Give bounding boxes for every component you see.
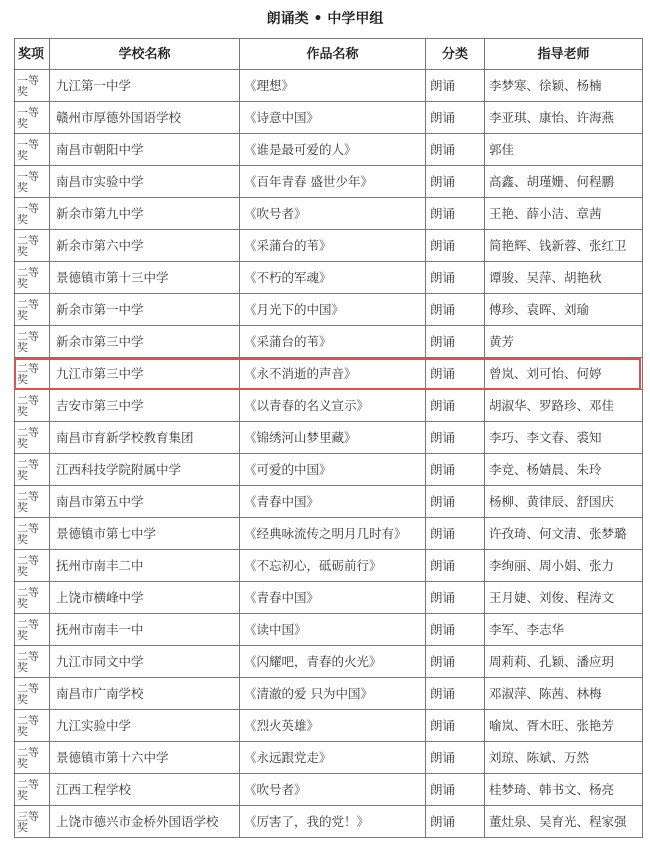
work-cell: 《理想》 [240,70,426,102]
table-row [15,646,643,678]
category-cell: 朗诵 [426,774,485,806]
award-cell: 二等奖 [15,262,50,294]
work-cell: 《经典咏流传之明月几时有》 [240,518,426,550]
column-header-category: 分类 [426,39,485,70]
teachers-cell: 傅珍、袁晖、刘瑜 [485,294,643,326]
school-cell: 南昌市朝阳中学 [50,134,240,166]
table-row [15,710,643,742]
table-row [15,454,643,486]
table-row [15,806,643,838]
work-cell: 《不忘初心，砥砺前行》 [240,550,426,582]
category-cell: 朗诵 [426,358,485,390]
table-row [15,230,643,262]
teachers-cell: 许孜琦、何文清、张梦璐 [485,518,643,550]
teachers-cell: 李军、李志华 [485,614,643,646]
teachers-cell: 谭骏、吴萍、胡艳秋 [485,262,643,294]
school-cell: 南昌市第五中学 [50,486,240,518]
page-title: 朗诵类 • 中学甲组 [266,11,384,27]
award-cell: 二等奖 [15,422,50,454]
table-row [15,70,643,102]
category-cell: 朗诵 [426,230,485,262]
table-row [15,518,643,550]
work-cell: 《吹号者》 [240,198,426,230]
school-cell: 南昌市实验中学 [50,166,240,198]
work-cell: 《闪耀吧，青春的火光》 [240,646,426,678]
table-row [15,486,643,518]
school-cell: 九江市第三中学 [50,358,240,390]
table-row [15,422,643,454]
category-cell: 朗诵 [426,614,485,646]
award-cell: 二等奖 [15,646,50,678]
school-cell: 九江实验中学 [50,710,240,742]
teachers-cell: 王艳、薛小洁、章茜 [485,198,643,230]
category-cell: 朗诵 [426,710,485,742]
column-header-teachers: 指导老师 [485,39,643,70]
award-cell: 二等奖 [15,582,50,614]
table-row [15,582,643,614]
award-cell: 二等奖 [15,742,50,774]
category-cell: 朗诵 [426,166,485,198]
table-row [15,678,643,710]
teachers-cell: 周莉莉、孔颖、潘应玥 [485,646,643,678]
award-cell: 二等奖 [15,230,50,262]
teachers-cell: 曾岚、刘可怡、何婷 [485,358,643,390]
work-cell: 《月光下的中国》 [240,294,426,326]
teachers-cell: 桂梦琦、韩书文、杨亮 [485,774,643,806]
award-cell: 一等奖 [15,198,50,230]
award-cell: 一等奖 [15,70,50,102]
category-cell: 朗诵 [426,390,485,422]
category-cell: 朗诵 [426,134,485,166]
school-cell: 景德镇市第十六中学 [50,742,240,774]
teachers-cell: 李绚丽、周小娟、张力 [485,550,643,582]
award-cell: 二等奖 [15,326,50,358]
work-cell: 《锦绣河山梦里藏》 [240,422,426,454]
award-cell: 三等奖 [15,806,50,838]
school-cell: 吉安市第三中学 [50,390,240,422]
table-row [15,550,643,582]
column-header-award: 奖项 [15,39,50,70]
award-cell: 二等奖 [15,358,50,390]
category-cell: 朗诵 [426,582,485,614]
teachers-cell: 高鑫、胡瑾姗、何程鹏 [485,166,643,198]
work-cell: 《采蒲台的苇》 [240,326,426,358]
teachers-cell: 胡淑华、罗路珍、邓佳 [485,390,643,422]
category-cell: 朗诵 [426,422,485,454]
work-cell: 《不朽的军魂》 [240,262,426,294]
teachers-cell: 李竞、杨婧晨、朱玲 [485,454,643,486]
work-cell: 《清澈的爱 只为中国》 [240,678,426,710]
teachers-cell: 简艳辉、钱新蓉、张红卫 [485,230,643,262]
table-row [15,262,643,294]
school-cell: 南昌市育新学校教育集团 [50,422,240,454]
table-row [15,294,643,326]
category-cell: 朗诵 [426,646,485,678]
school-cell: 江西科技学院附属中学 [50,454,240,486]
award-cell: 二等奖 [15,294,50,326]
work-cell: 《厉害了，我的党！》 [240,806,426,838]
teachers-cell: 刘琼、陈斌、万然 [485,742,643,774]
school-cell: 新余市第六中学 [50,230,240,262]
teachers-cell: 郭佳 [485,134,643,166]
teachers-cell: 李梦寒、徐颖、杨楠 [485,70,643,102]
school-cell: 新余市第三中学 [50,326,240,358]
award-cell: 二等奖 [15,678,50,710]
work-cell: 《读中国》 [240,614,426,646]
category-cell: 朗诵 [426,102,485,134]
award-cell: 一等奖 [15,102,50,134]
teachers-cell: 李巧、李文春、裘知 [485,422,643,454]
awards-table [14,38,643,838]
category-cell: 朗诵 [426,198,485,230]
table-row [15,198,643,230]
award-cell: 二等奖 [15,518,50,550]
award-cell: 二等奖 [15,614,50,646]
teachers-cell: 邓淑萍、陈茜、林梅 [485,678,643,710]
category-cell: 朗诵 [426,454,485,486]
category-cell: 朗诵 [426,806,485,838]
school-cell: 上饶市横峰中学 [50,582,240,614]
category-cell: 朗诵 [426,550,485,582]
award-cell: 二等奖 [15,710,50,742]
work-cell: 《可爱的中国》 [240,454,426,486]
school-cell: 江西工程学校 [50,774,240,806]
table-row [15,166,643,198]
category-cell: 朗诵 [426,326,485,358]
teachers-cell: 王月婕、刘俊、程涛文 [485,582,643,614]
work-cell: 《永不消逝的声音》 [240,358,426,390]
school-cell: 抚州市南丰二中 [50,550,240,582]
work-cell: 《烈火英雄》 [240,710,426,742]
school-cell: 景德镇市第十三中学 [50,262,240,294]
school-cell: 新余市第一中学 [50,294,240,326]
school-cell: 抚州市南丰一中 [50,614,240,646]
school-cell: 上饶市德兴市金桥外国语学校 [50,806,240,838]
award-cell: 一等奖 [15,134,50,166]
award-cell: 一等奖 [15,166,50,198]
category-cell: 朗诵 [426,294,485,326]
table-row [15,614,643,646]
award-cell: 二等奖 [15,390,50,422]
teachers-cell: 杨柳、黄律辰、舒国庆 [485,486,643,518]
award-cell: 二等奖 [15,454,50,486]
table-row [15,774,643,806]
table-row [15,390,643,422]
category-cell: 朗诵 [426,486,485,518]
table-row [15,102,643,134]
work-cell: 《吹号者》 [240,774,426,806]
category-cell: 朗诵 [426,518,485,550]
work-cell: 《青春中国》 [240,486,426,518]
work-cell: 《青春中国》 [240,582,426,614]
school-cell: 赣州市厚德外国语学校 [50,102,240,134]
work-cell: 《诗意中国》 [240,102,426,134]
school-cell: 九江市同文中学 [50,646,240,678]
category-cell: 朗诵 [426,262,485,294]
work-cell: 《谁是最可爱的人》 [240,134,426,166]
school-cell: 九江第一中学 [50,70,240,102]
work-cell: 《永远跟党走》 [240,742,426,774]
category-cell: 朗诵 [426,70,485,102]
column-header-work: 作品名称 [240,39,426,70]
school-cell: 新余市第九中学 [50,198,240,230]
teachers-cell: 李亚琪、康怡、许海燕 [485,102,643,134]
award-cell: 二等奖 [15,486,50,518]
work-cell: 《以青春的名义宣示》 [240,390,426,422]
table-row [15,326,643,358]
table-row [15,742,643,774]
school-cell: 南昌市广南学校 [50,678,240,710]
table-row [15,134,643,166]
teachers-cell: 董灶泉、吴育光、程家强 [485,806,643,838]
school-cell: 景德镇市第七中学 [50,518,240,550]
work-cell: 《采蒲台的苇》 [240,230,426,262]
table-header-row [15,39,643,70]
work-cell: 《百年青春 盛世少年》 [240,166,426,198]
teachers-cell: 黄芳 [485,326,643,358]
award-cell: 二等奖 [15,550,50,582]
column-header-school: 学校名称 [50,39,240,70]
category-cell: 朗诵 [426,742,485,774]
category-cell: 朗诵 [426,678,485,710]
table-row [15,358,643,390]
teachers-cell: 喻岚、胥木旺、张艳芳 [485,710,643,742]
award-cell: 二等奖 [15,774,50,806]
